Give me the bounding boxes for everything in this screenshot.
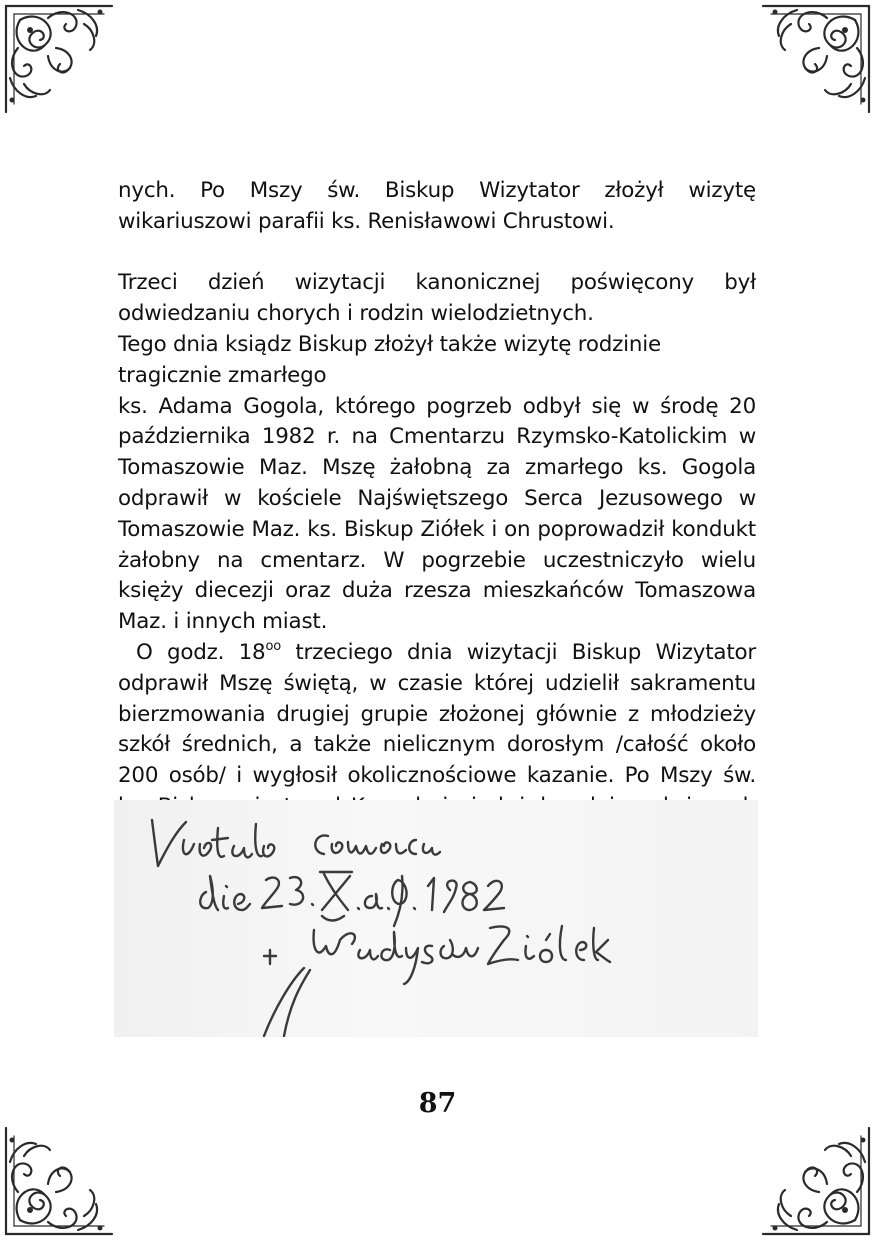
corner-ornament-bottom-left xyxy=(0,1122,118,1240)
mass-time-label: O godz. 18 xyxy=(136,639,266,665)
paragraph-funeral: ks. Adama Gogola, którego pogrzeb odbył się w środę 20 października 1982 r. na Cmentarzu Rzymsko-Katolickim w Tomaszowie Maz. Mszę żałobną za zmarłego ks. Gogola odprawił w kościele Najświętszego Serca Jezusowego w Tomaszowie Maz. ks. Biskup Ziółek i on poprowadził kondukt żałobny na cmentarz. W pogrzebie uczestniczyło wielu księży diecezji oraz duża rzesza mieszkańców Tomaszowa Maz. i innych miast. xyxy=(118,393,756,635)
corner-ornament-top-right xyxy=(757,0,875,118)
corner-ornament-top-left xyxy=(0,0,118,118)
paragraph-visit-family: Tego dnia ksiądz Biskup złożył także wizytę rodzinie tragicznie zmarłego xyxy=(118,331,661,388)
paragraph-continuation: nych. Po Mszy św. Biskup Wizytator złożył wizytę wikariuszowi parafii ks. Renisławowi Chrustowi. xyxy=(118,178,756,234)
mass-description: trzeciego dnia wizytacji Biskup Wizytator odprawił Mszę świętą, w czasie której udzielił sakramentu bierzmowania drugiej grupie złożonej głównie z młodzieży szkół średnich, a także nielicznym dorosłym /całość około 200 osób/ i wygłosił okolicznościowe kazanie. Po Mszy św. xyxy=(118,639,757,789)
page-number: 87 xyxy=(418,1088,457,1119)
body-text xyxy=(118,176,756,854)
signature-drawing xyxy=(114,800,758,1037)
handwritten-signature-scan xyxy=(114,800,758,1037)
blank-line xyxy=(118,238,756,269)
paragraph-third-day: Trzeci dzień wizytacji kanonicznej poświęcony był odwiedzaniu chorych i rodzin wielodzietnych. xyxy=(118,270,756,327)
mass-time-minutes: oo xyxy=(265,638,281,654)
corner-ornament-bottom-right xyxy=(757,1122,875,1240)
